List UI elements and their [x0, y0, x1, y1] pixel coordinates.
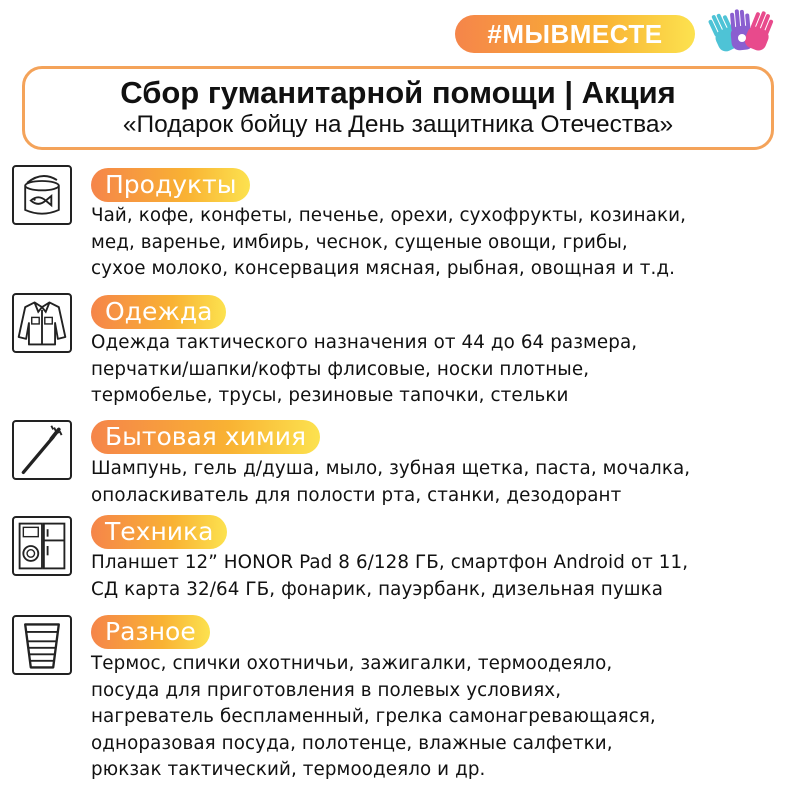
list-item: Планшет 12” HONOR Pad 8 6/128 ГБ, смартфон Android от 11,	[91, 552, 689, 573]
hashtag-badge: #МЫВМЕСТЕ	[455, 15, 695, 53]
list-item: Одежда тактического назначения от 44 до 64 размера,	[91, 332, 638, 353]
list-item: посуда для приготовления в полевых условиях,	[91, 679, 562, 701]
category-label-clothing: Одежда	[91, 295, 226, 329]
list-item: Термос, спички охотничьи, зажигалки, термоодеяло,	[91, 653, 613, 674]
appliances-icon	[12, 516, 72, 576]
category-items-products	[91, 203, 791, 283]
category-label-electronics: Техника	[91, 515, 227, 549]
list-item: СД карта 32/64 ГБ, фонарик, пауэрбанк, дизельная пушка	[91, 578, 664, 600]
category-label-products: Продукты	[91, 168, 250, 202]
category-items-clothing	[91, 330, 791, 410]
list-item: сухое молоко, консервация мясная, рыбная, овощная и т.д.	[91, 258, 676, 279]
cup-icon	[12, 615, 72, 675]
jacket-icon	[12, 293, 72, 353]
list-item: термобелье, трусы, резиновые тапочки, стельки	[91, 385, 569, 406]
category-items-household-chemicals	[91, 456, 791, 509]
canned-food-icon	[12, 165, 72, 225]
category-items-electronics	[91, 550, 791, 603]
hands-logo-icon	[708, 8, 776, 56]
list-item: нагреватель беспламенный, грелка самонагревающаяся,	[91, 706, 656, 727]
list-item: одноразовая посуда, полотенце, влажные салфетки,	[91, 732, 613, 754]
page-title: Сбор гуманитарной помощи | Акция	[120, 75, 676, 110]
list-item: рюкзак тактический, термоодеяло и др.	[91, 759, 486, 780]
list-item: мед, варенье, имбирь, чеснок, сущеные овощи, грибы,	[91, 231, 628, 253]
list-item: Чай, кофе, конфеты, печенье, орехи, сухофрукты, козинаки,	[91, 205, 687, 226]
title-box	[22, 66, 774, 150]
list-item: перчатки/шапки/кофты флисовые, носки плотные,	[91, 358, 590, 380]
category-label-miscellaneous: Разное	[91, 615, 210, 649]
category-label-household-chemicals: Бытовая химия	[91, 420, 320, 454]
list-item: Шампунь, гель д/душа, мыло, зубная щетка, паста, мочалка,	[91, 458, 691, 479]
toothbrush-icon	[12, 420, 72, 480]
category-items-miscellaneous	[91, 651, 791, 784]
list-item: ополаскиватель для полости рта, станки, дезодорант	[91, 484, 622, 506]
page-subtitle: «Подарок бойцу на День защитника Отечества»	[122, 111, 674, 138]
